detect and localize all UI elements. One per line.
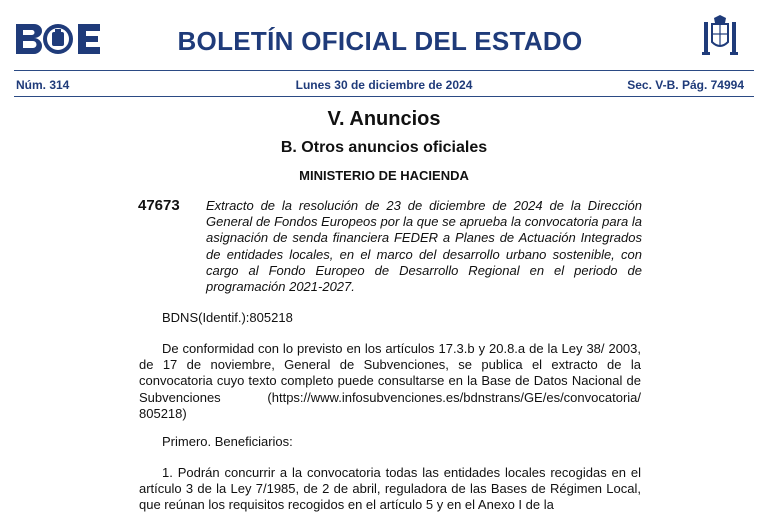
announcement-number: 47673	[138, 197, 180, 214]
publication-title: BOLETÍN OFICIAL DEL ESTADO	[177, 26, 583, 56]
page-header	[0, 0, 768, 92]
issue-number: Núm. 314	[16, 78, 70, 92]
announcement-extract: Extracto de la resolución de 23 de diciembre de 2024 de la Dirección General de Fondos Europeos por la que se aprueba la convocatoria para la asignación de senda financiera FEDER a Planes de Actuación Integrados de entidades locales, en el marco del desarrollo urbano sostenible, con cargo al Fondo Europeo de Desarrollo Regional en el periodo de programación 2021-2027.	[206, 198, 642, 295]
heading-primero: Primero. Beneficiarios:	[162, 434, 293, 449]
issue-date: Lunes 30 de diciembre de 2024	[295, 78, 473, 92]
header-rule-bottom	[14, 96, 754, 97]
bdns-identifier: BDNS(Identif.):805218	[162, 310, 293, 325]
body-paragraph-1: De conformidad con lo previsto en los artículos 17.3.b y 20.8.a de la Ley 38/ 2003, de 17 de noviembre, General de Subvenciones, se publica el extracto de la convocatoria cuyo texto completo puede consultarse en la Base de Datos Nacional de Subvenciones (https://www.infosubvenciones.es/bdnstrans/GE/es/convocatoria/ 805218)	[139, 341, 641, 421]
boe-logo	[14, 22, 102, 56]
coat-of-arms-icon	[700, 14, 740, 58]
section-heading: V. Anuncios	[327, 108, 441, 130]
ministry-heading: MINISTERIO DE HACIENDA	[299, 168, 469, 183]
subsection-heading: B. Otros anuncios oficiales	[280, 139, 488, 156]
section-page: Sec. V-B. Pág. 74994	[627, 78, 744, 92]
body-paragraph-2: 1. Podrán concurrir a la convocatoria todas las entidades locales recogidas en el artículo 3 de la Ley 7/1985, de 2 de abril, reguladora de las Bases de Régimen Local, que reúnan los requisitos recogidos en el artículo 5 y en el Anexo I de la	[139, 465, 641, 513]
header-rule-top	[14, 70, 754, 71]
